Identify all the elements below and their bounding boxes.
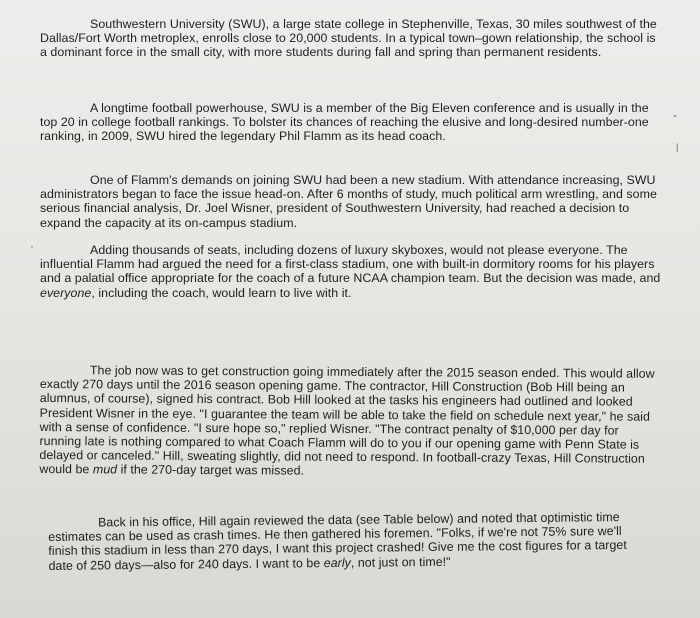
paragraph-5-text-a: The job now was to get construction going immediately after the 2015 season ended. This would allow exactly 270 days until the 2016 season opening game. The contractor, Hill Construction (Bob Hill being an alumnus, of course), signed his contract. Bob Hill looked at the tasks his engineers had outlined and looked President Wisner in the eye. "I guarantee the team will be able to take the field on schedule next year," he said with a sense of confidence. "I sure hope so," replied Wisner. "The contract penalty of $10,000 per day for running late is nothing compared to what Coach Flamm will do to you if our opening game with Penn State is delayed or canceled." Hill, sweating slightly, did not need to respond. In football-crazy Texas, Hill Construction would be <box>39 363 655 477</box>
paragraph-3 <box>40 173 662 230</box>
paragraph-5 <box>39 363 662 480</box>
paragraph-5-emphasis-mud: mud <box>92 462 118 477</box>
paragraph-4-text-a: Adding thousands of seats, including dozens of luxury skyboxes, would not please everyone. The influential Flamm had argued the need for a first-class stadium, one with built-in dormitory rooms for his players and a palatial office appropriate for the coach of a future NCAA champion team. But the decision was made, and <box>40 243 661 286</box>
margin-dash-mark: - <box>673 108 677 122</box>
paragraph-4 <box>40 243 662 300</box>
paragraph-4-text-b: , including the coach, would learn to live with it. <box>91 285 352 300</box>
margin-tick-mark: | <box>676 142 679 152</box>
paragraph-6 <box>48 510 649 573</box>
paragraph-6-text-a: Back in his office, Hill again reviewed the data (see Table below) and noted that optimistic time estimates can be used as crash times. He then gathered his foremen. "Folks, if we're not 75% sure we'll finish this stadium in less than 270 days, I want this project crashed! Give me the cost figures for a target date of 250 days—also for 240 days. I want to be <box>48 510 627 573</box>
paragraph-6-emphasis-early: early <box>323 555 351 570</box>
margin-dot-mark: · <box>30 239 34 253</box>
paragraph-2-text: A longtime football powerhouse, SWU is a member of the Big Eleven conference and is usually in the top 20 in college football rankings. To bolster its chances of reaching the elusive and long-desired number-one ranking, in 2009, SWU hired the legendary Phil Flamm as its head coach. <box>40 101 649 144</box>
paragraph-3-text: One of Flamm's demands on joining SWU had been a new stadium. With attendance increasing, SWU administrators began to face the issue head-on. After 6 months of study, much political arm wrestling, and some serious financial analysis, Dr. Joel Wisner, president of Southwestern University, had reached a decision to expand the capacity at its on-campus stadium. <box>40 173 657 230</box>
paragraph-5-text-b: if the 270-day target was missed. <box>117 462 305 479</box>
paragraph-2 <box>40 101 662 144</box>
paragraph-1 <box>40 17 662 60</box>
paragraph-4-emphasis-everyone: everyone <box>40 285 92 300</box>
paragraph-1-text: Southwestern University (SWU), a large state college in Stephenville, Texas, 30 miles southwest of the Dallas/Fort Worth metroplex, enrolls close to 20,000 students. In a typical town–gown relationship, the school is a dominant force in the small city, with more students during fall and spring than permanent residents. <box>40 17 657 60</box>
paragraph-6-text-b: , not just on time!" <box>350 554 451 570</box>
